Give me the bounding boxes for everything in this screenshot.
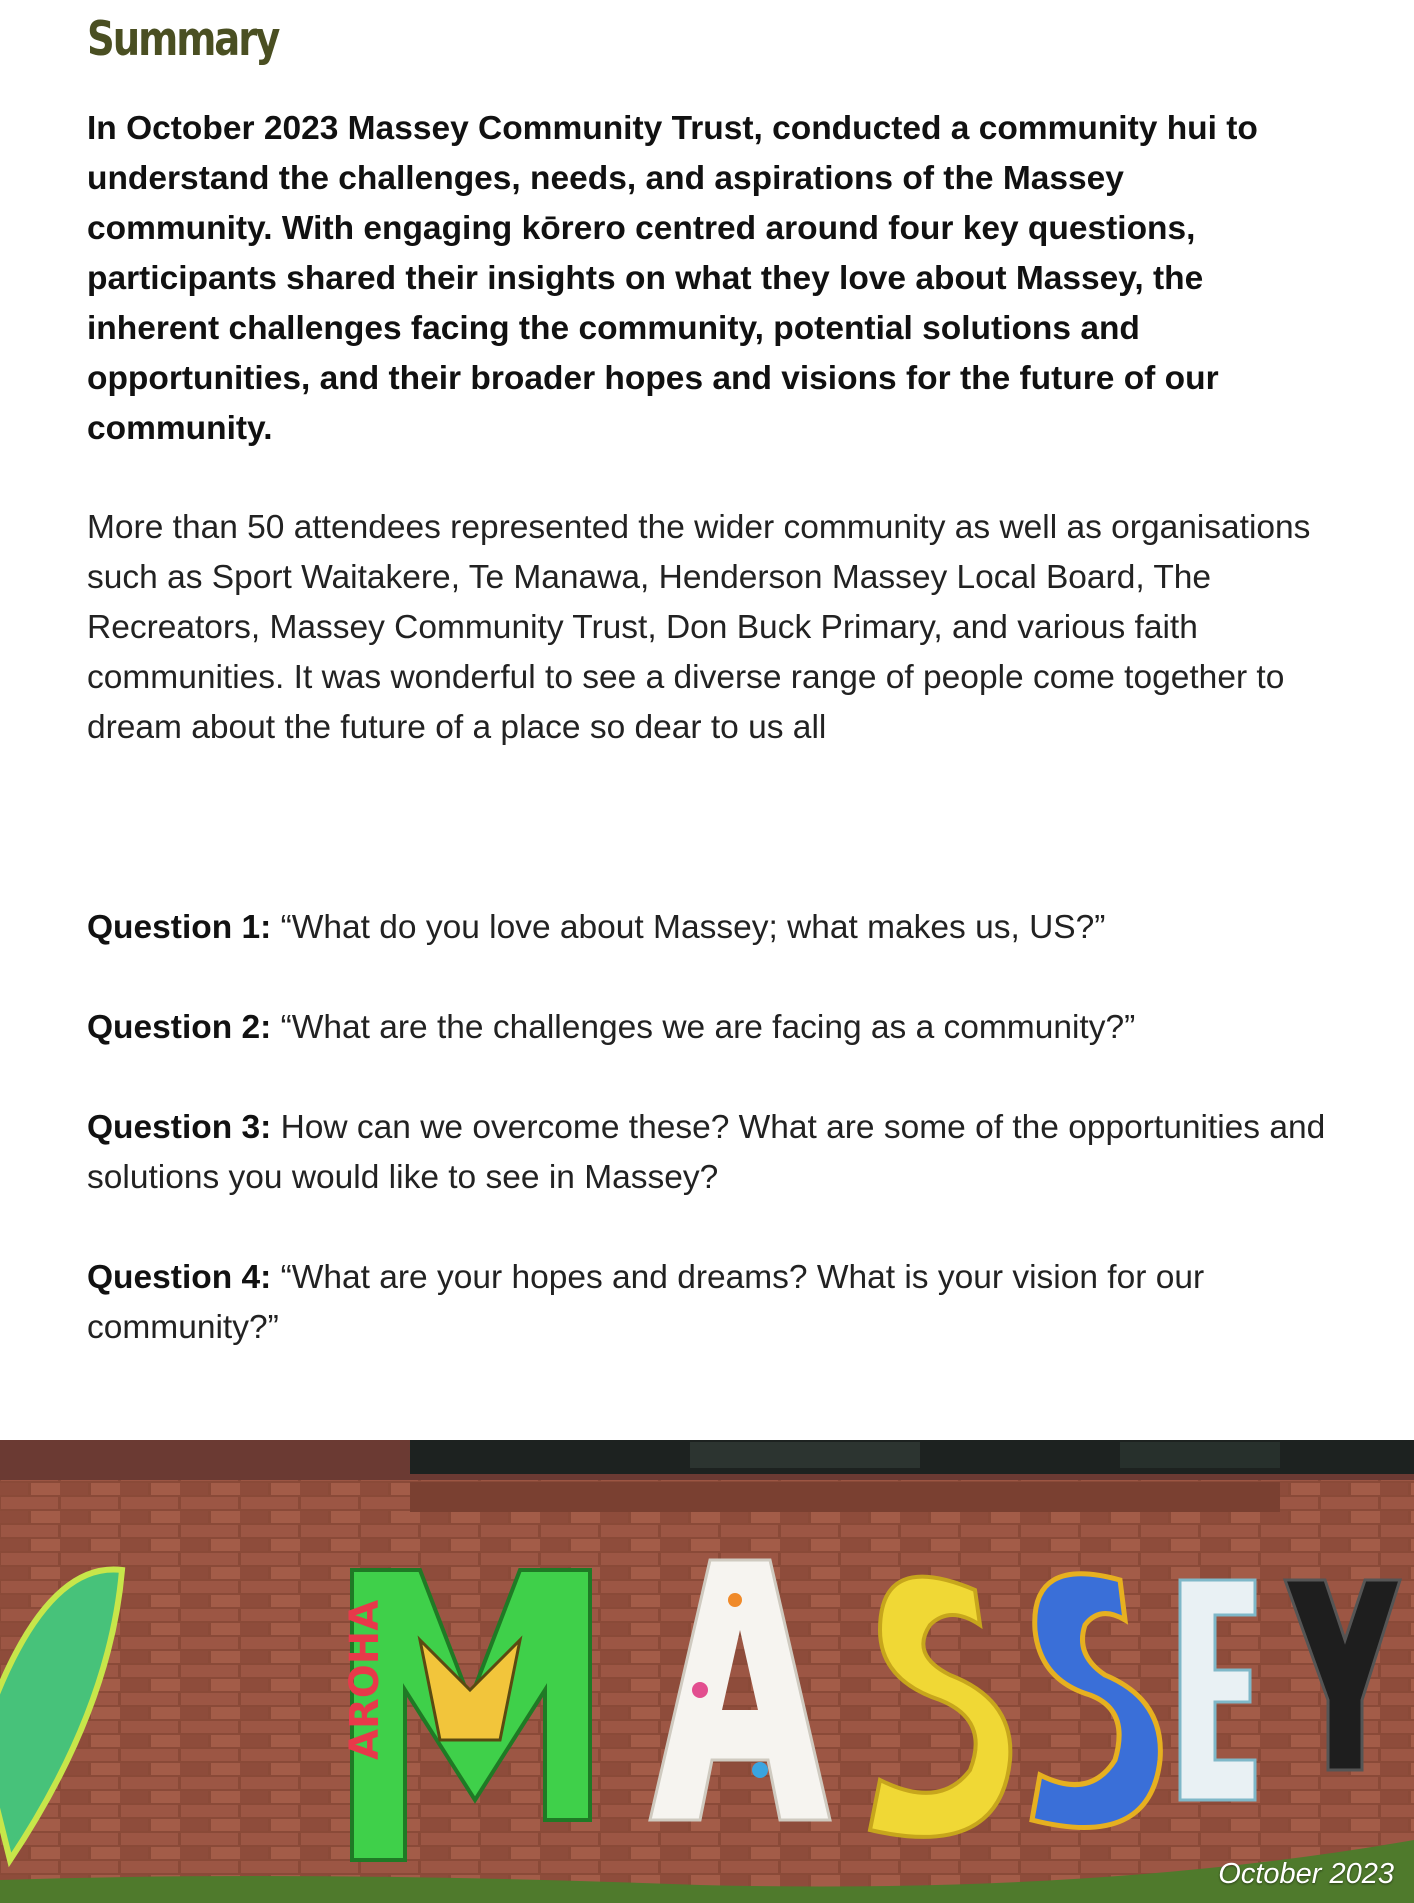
- question-2-text: “What are the challenges we are facing as a community?”: [280, 1009, 1136, 1046]
- question-3-text: How can we overcome these? What are some of the opportunities and solutions you would like to see in Massey?: [87, 1109, 1326, 1196]
- letter-e-artwork: [1180, 1580, 1255, 1800]
- massey-sign-photo: [0, 1440, 1414, 1903]
- question-1-text: “What do you love about Massey; what makes us, US?”: [280, 909, 1106, 946]
- page-title: Summary: [87, 12, 279, 67]
- intro-paragraph: In October 2023 Massey Community Trust, conducted a community hui to understand the challenges, needs, and aspirations of the Massey community. With engaging kōrero centred around four key questions, participants shared their insights on what they love about Massey, the inherent challenges facing the community, potential solutions and opportunities, and their broader hopes and visions for the future of our community.: [87, 110, 1258, 447]
- question-3: [87, 1103, 1327, 1203]
- question-2: [87, 1003, 1327, 1053]
- question-3-label: Question 3:: [87, 1109, 272, 1146]
- question-4-label: Question 4:: [87, 1259, 272, 1296]
- question-2-label: Question 2:: [87, 1009, 272, 1046]
- question-1: [87, 903, 1327, 953]
- aroha-label: AROHA: [342, 1599, 388, 1760]
- attendees-paragraph: More than 50 attendees represented the wider community as well as organisations such as Sport Waitakere, Te Manawa, Henderson Massey Local Board, The Recreators, Massey Community Trust, Don Buck Primary, and various faith communities. It was wonderful to see a diverse range of people come together to dream about the future of a place so dear to us all: [87, 509, 1311, 746]
- question-4-text: “What are your hopes and dreams? What is your vision for our community?”: [87, 1259, 1205, 1346]
- brick-wall-illustration: [0, 1440, 1414, 1903]
- photo-caption: October 2023: [1218, 1858, 1394, 1890]
- question-4: [87, 1253, 1327, 1353]
- question-1-label: Question 1:: [87, 909, 272, 946]
